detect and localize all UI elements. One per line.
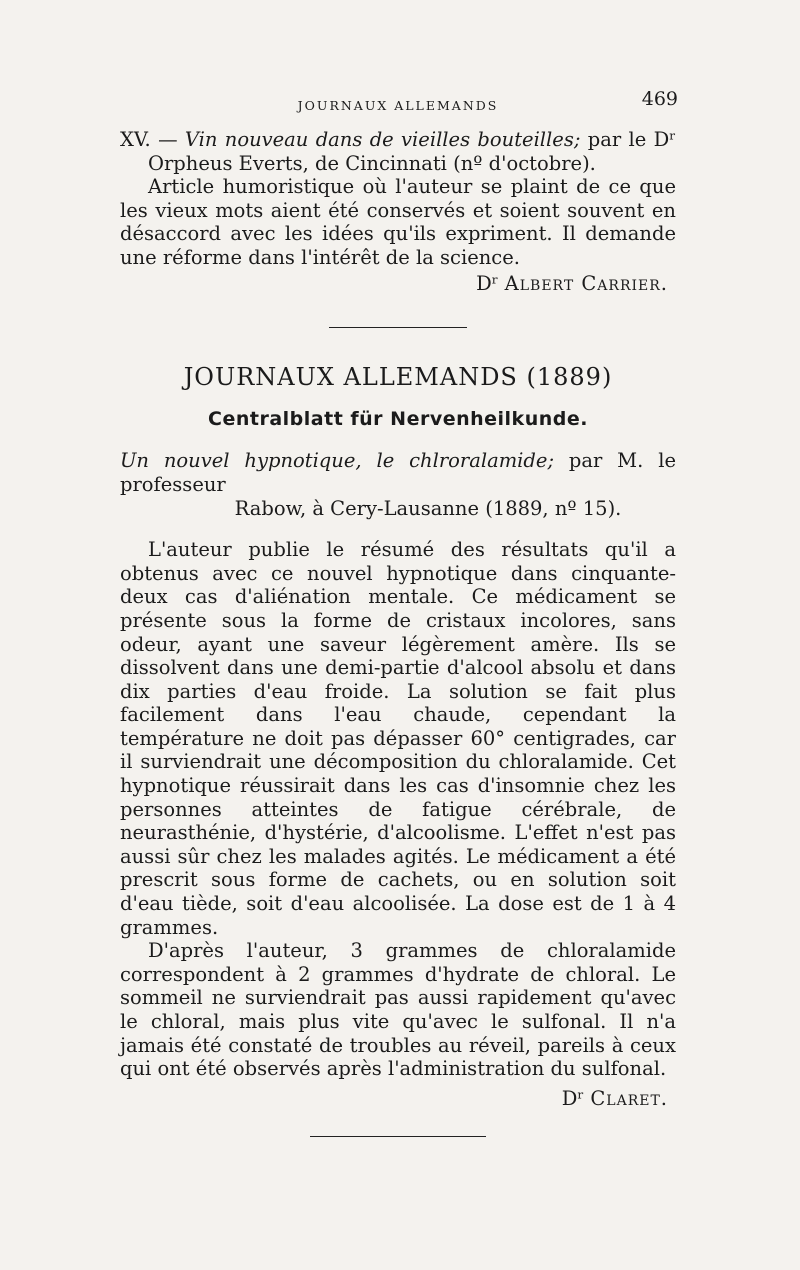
signature-prefix: Dʳ [476, 271, 505, 295]
signature-prefix: Dʳ [561, 1086, 591, 1110]
section-divider [329, 327, 467, 328]
journal-title: Centralblatt für Nervenheilkunde. [208, 407, 588, 430]
signature-name: Claret. [590, 1086, 668, 1110]
signature-name: Albert Carrier. [504, 271, 668, 295]
review-xv-author: par le Dʳ Orpheus Everts, de Cincinnati (nº d'octobre). [148, 128, 676, 175]
citation-author: par M. le professeur [120, 449, 676, 496]
review-xv-heading [120, 128, 676, 175]
review-signature [120, 1087, 676, 1111]
review-paragraph-2: D'après l'auteur, 3 grammes de chloralamide correspondent à 2 grammes d'hydrate de chloral. Le sommeil ne surviendrait pas aussi rapidement qu'avec le chloral, mais plus vite qu'avec le sulfonal. Il n'a jamais été constaté de troubles au réveil, pareils à ceux qui ont été observés après l'administration du sulfonal. [120, 939, 676, 1081]
review-xv-number: XV. — [120, 128, 185, 151]
document-page [120, 88, 676, 1137]
page-number: 469 [641, 88, 678, 110]
running-head-title: JOURNAUX ALLEMANDS [297, 98, 499, 113]
review-citation [120, 449, 676, 520]
citation-source: Rabow, à Cery-Lausanne (1889, nº 15). [234, 496, 622, 520]
review-xv-body: Article humoristique où l'auteur se plaint de ce que les vieux mots aient été conservés et soient souvent en désaccord avec les idées qu'ils expriment. Il demande une réforme dans l'intérêt de la science. [120, 175, 676, 269]
citation-title: Un nouvel hypnotique, le chlroralamide; [120, 449, 555, 473]
review-xv-title: Vin nouveau dans de vieilles bouteilles; [184, 128, 581, 151]
review-paragraph-1: L'auteur publie le résumé des résultats qu'il a obtenus avec ce nouvel hypnotique dans cinquante-deux cas d'aliénation mentale. Ce médicament se présente sous la forme de cristaux incolores, sans odeur, ayant une saveur légèrement amère. Ils se dissolvent dans une demi-partie d'alcool absolu et dans dix parties d'eau froide. La solution se fait plus facilement dans l'eau chaude, cependant la température ne doit pas dépasser 60° centigrades, car il surviendrait une décomposition du chloralamide. Cet hypnotique réussirait dans les cas d'insomnie chez les personnes atteintes de fatigue cérébrale, de neurasthénie, d'hystérie, d'alcoolisme. L'effet n'est pas aussi sûr chez les malades agités. Le médicament a été prescrit sous forme de cachets, ou en solution soit d'eau tiède, soit d'eau alcoolisée. La dose est de 1 à 4 grammes. [120, 538, 676, 939]
section-title: JOURNAUX ALLEMANDS (1889) [183, 363, 613, 392]
end-divider [310, 1136, 486, 1137]
running-head [120, 88, 676, 114]
review-xv-signature [120, 272, 676, 296]
